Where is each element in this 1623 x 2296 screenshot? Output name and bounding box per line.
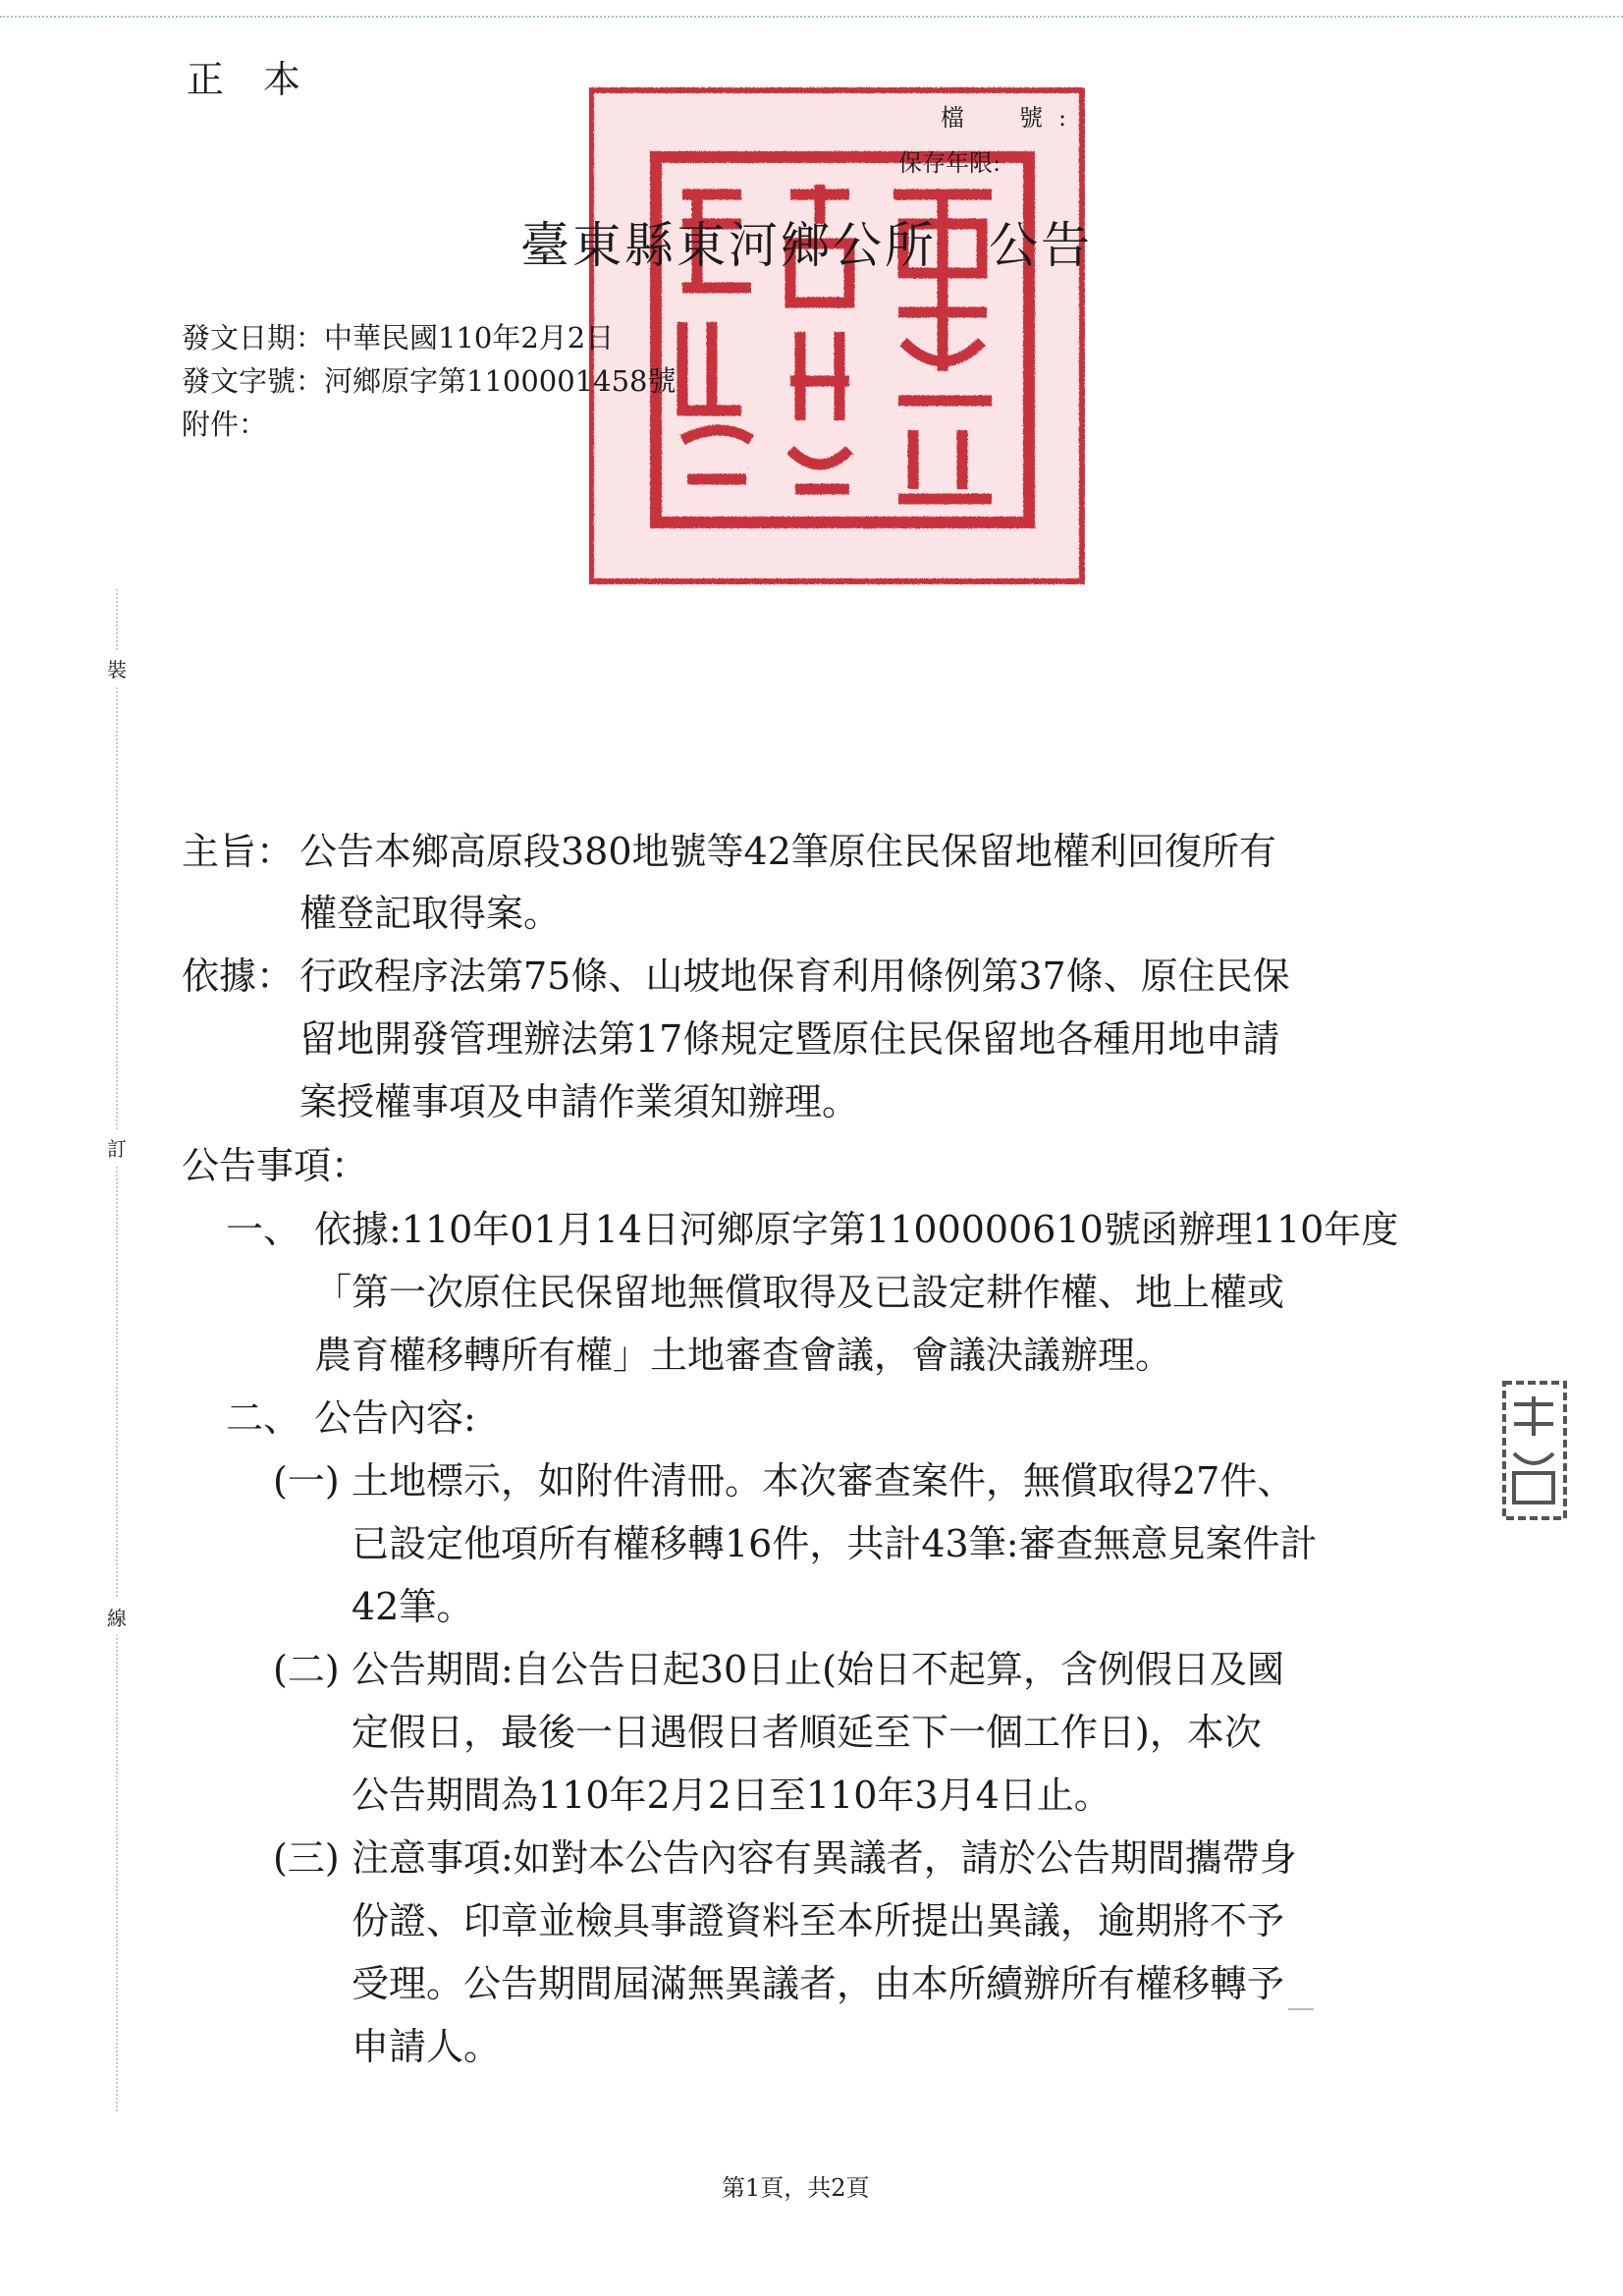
subject-line: 權登記取得案。: [299, 892, 562, 935]
subitem-marker: (三): [273, 1836, 340, 1880]
item-marker: 二、: [226, 1396, 301, 1440]
perforation-seal-stamp: [1490, 1375, 1574, 1532]
subitem-line: 注意事項:如對本公告內容有異議者，請於公告期間攜帶身: [352, 1836, 1297, 1880]
notice-heading: 公告事項：: [182, 1144, 369, 1187]
item-line: 農育權移轉所有權」土地審查會議，會議決議辦理。: [314, 1334, 1173, 1377]
subitem-line: 份證、印章並檢具事證資料至本所提出異議，逾期將不予: [352, 1899, 1285, 1942]
item-marker: 一、: [226, 1208, 301, 1251]
page-title: 臺東縣東河鄉公所 公告: [520, 217, 1093, 274]
page-number: 第1頁，共2頁: [722, 2174, 870, 2202]
subitem-marker: (二): [273, 1648, 340, 1691]
subitem-line: 42筆。: [352, 1585, 474, 1628]
subitem-marker: (一): [273, 1459, 340, 1503]
basis-line: 留地開發管理辦法第17條規定暨原住民保留地各種用地申請: [299, 1017, 1280, 1061]
binding-char: 訂: [107, 1129, 127, 1166]
item-line: 「第一次原住民保留地無償取得及已設定耕作權、地上權或: [314, 1271, 1285, 1314]
subitem-line: 公告期間:自公告日起30日止(始日不起算，含例假日及國: [352, 1648, 1284, 1691]
subitem-line: 公告期間為110年2月2日至110年3月4日止。: [352, 1774, 1111, 1817]
binding-line: [116, 589, 118, 2111]
subject-line: 公告本鄉高原段380地號等42筆原住民保留地權利回復所有: [299, 830, 1276, 873]
subject-label: 主旨：: [182, 830, 295, 873]
basis-label: 依據：: [182, 955, 295, 998]
issue-date: 發文日期：中華民國110年2月2日: [182, 321, 615, 355]
subitem-line: 已設定他項所有權移轉16件，共計43筆:審查無意見案件計: [352, 1522, 1318, 1565]
subitem-line: 土地標示，如附件清冊。本次審查案件，無償取得27件、: [352, 1459, 1295, 1503]
item-line: 公告內容:: [314, 1396, 476, 1440]
subitem-line: 受理。公告期間屆滿無異議者，由本所續辦所有權移轉予: [352, 1962, 1285, 2005]
retention-period: 保存年限:: [898, 149, 1001, 177]
binding-char: 裝: [107, 650, 127, 686]
subitem-line: 申請人。: [352, 2025, 502, 2068]
item-line: 依據:110年01月14日河鄉原字第1100000610號函辦理110年度: [314, 1208, 1399, 1251]
official-seal-stamp: [589, 86, 1085, 587]
copy-label: 正本: [187, 58, 341, 101]
top-dotted-rule: [0, 16, 1623, 18]
attachment-label: 附件：: [182, 408, 268, 441]
subitem-line: 定假日，最後一日遇假日者順延至下一個工作日)，本次: [352, 1711, 1262, 1754]
document-number: 發文字號：河鄉原字第1100001458號: [182, 364, 676, 398]
archive-file-number: 檔 號:: [941, 104, 1083, 132]
binding-char: 線: [107, 1599, 127, 1635]
basis-line: 案授權事項及申請作業須知辦理。: [299, 1080, 860, 1123]
margin-tick: [1288, 2008, 1314, 2010]
basis-line: 行政程序法第75條、山坡地保育利用條例第37條、原住民保: [299, 955, 1290, 998]
